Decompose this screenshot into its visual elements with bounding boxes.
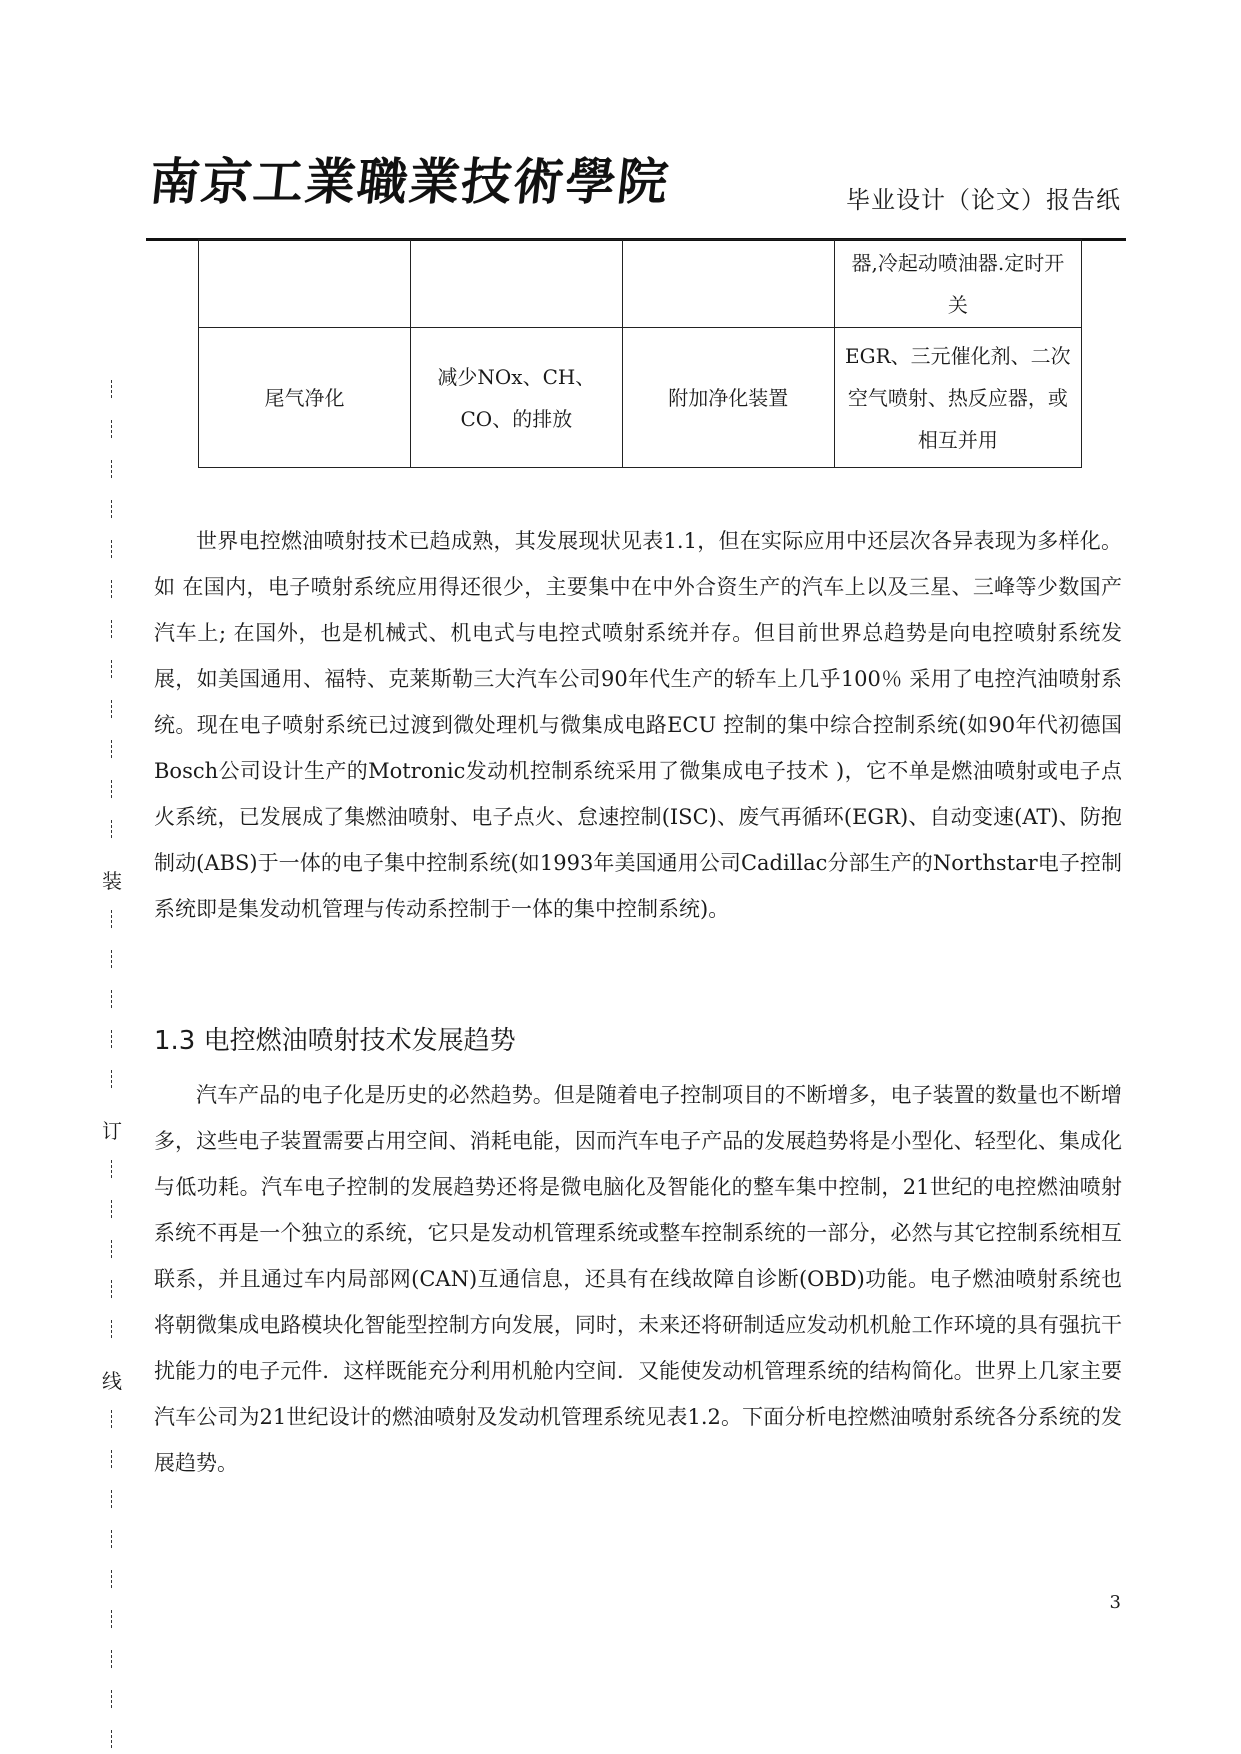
binding-dash (111, 1320, 112, 1338)
binding-dash (111, 990, 112, 1008)
table-cell (199, 240, 411, 328)
binding-dash (111, 740, 112, 758)
binding-dash (111, 460, 112, 478)
binding-char-zhuang: 装 (102, 869, 122, 893)
binding-dash (111, 1240, 112, 1258)
binding-dash (111, 780, 112, 798)
table-cell (410, 240, 622, 328)
binding-dash (111, 580, 112, 598)
paragraph: 世界电控燃油喷射技术已趋成熟，其发展现状见表1.1，但在实际应用中还层次各异表现为多样化。如 在国内，电子喷射系统应用得还很少，主要集中在中外合资生产的汽车上以及三星、三峰等少数国产汽车上; 在国外，也是机械式、机电式与电控式喷射系统并存。但目前世界总趋势是向电控喷射系统发展，如美国通用、福特、克莱斯勒三大汽车公司90年代生产的轿车上几乎100％ 采用了电控汽油喷射系统。现在电子喷射系统已过渡到微处理机与微集成电路ECU 控制的集中综合控制系统(如90年代初德国Bosch公司设计生产的Motronic发动机控制系统采用了微集成电子技术 )，它不单是燃油喷射或电子点火系统，已发展成了集燃油喷射、电子点火、怠速控制(ISC)、废气再循环(EGR)、自动变速(AT)、防抱制动(ABS)于一体的电子集中控制系统(如1993年美国通用公司Cadillac分部生产的Northstar电子控制系统即是集发动机管理与传动系控制于一体的集中控制系统)。 (154, 529, 1122, 921)
table-cell (622, 240, 834, 328)
document-type-label: 毕业设计（论文）报告纸 (846, 186, 1121, 214)
binding-dash (111, 1030, 112, 1048)
paragraph: 汽车产品的电子化是历史的必然趋势。但是随着电子控制项目的不断增多，电子装置的数量也不断增多，这些电子装置需要占用空间、消耗电能，因而汽车电子产品的发展趋势将是小型化、轻型化、集成化与低功耗。汽车电子控制的发展趋势还将是微电脑化及智能化的整车集中控制，21世纪的电控燃油喷射系统不再是一个独立的系统，它只是发动机管理系统或整车控制系统的一部分，必然与其它控制系统相互联系，并且通过车内局部网(CAN)互通信息，还具有在线故障自诊断(OBD)功能。电子燃油喷射系统也将朝微集成电路模块化智能型控制方向发展，同时，未来还将研制适应发动机机舱工作环境的具有强抗干扰能力的电子元件．这样既能充分利用机舱内空间．又能使发动机管理系统的结构简化。世界上几家主要汽车公司为21世纪设计的燃油喷射及发动机管理系统见表1.2。下面分析电控燃油喷射系统各分系统的发展趋势。 (154, 1083, 1122, 1475)
binding-dash (111, 1160, 112, 1178)
body-section-1 (154, 518, 1122, 932)
table-cell: 尾气净化 (199, 328, 411, 468)
binding-margin (100, 380, 124, 1750)
binding-dash (111, 1070, 112, 1088)
body-section-2 (154, 1072, 1122, 1486)
binding-dash (111, 380, 112, 398)
binding-char-xian: 线 (102, 1369, 122, 1393)
table-cell: 减少NOx、CH、CO、的排放 (410, 328, 622, 468)
binding-dash (111, 910, 112, 928)
table-row (199, 240, 1082, 328)
table-cell: 附加净化装置 (622, 328, 834, 468)
binding-dash (111, 420, 112, 438)
binding-char-ding: 订 (102, 1119, 122, 1143)
spec-table (198, 239, 1082, 468)
binding-dash (111, 1730, 112, 1748)
table-row (199, 328, 1082, 468)
page-number: 3 (1109, 1592, 1121, 1613)
binding-dash (111, 1490, 112, 1508)
binding-dash (111, 950, 112, 968)
section-heading: 1.3 电控燃油喷射技术发展趋势 (154, 1026, 516, 1056)
binding-dash (111, 1450, 112, 1468)
table-cell: 器,冷起动喷油器.定时开关 (834, 240, 1081, 328)
binding-dash (111, 700, 112, 718)
binding-dash (111, 1690, 112, 1708)
binding-dash (111, 620, 112, 638)
binding-dash (111, 1200, 112, 1218)
binding-dash (111, 660, 112, 678)
binding-dash (111, 1650, 112, 1668)
school-logo: 南京工業職業技術學院 (146, 152, 673, 211)
binding-dash (111, 500, 112, 518)
binding-dash (111, 540, 112, 558)
binding-dash (111, 1570, 112, 1588)
binding-dash (111, 1410, 112, 1428)
binding-dash (111, 1280, 112, 1298)
table-cell: EGR、三元催化剂、二次空气喷射、热反应器，或相互并用 (834, 328, 1081, 468)
binding-dash (111, 1610, 112, 1628)
binding-dash (111, 820, 112, 838)
binding-dash (111, 1530, 112, 1548)
